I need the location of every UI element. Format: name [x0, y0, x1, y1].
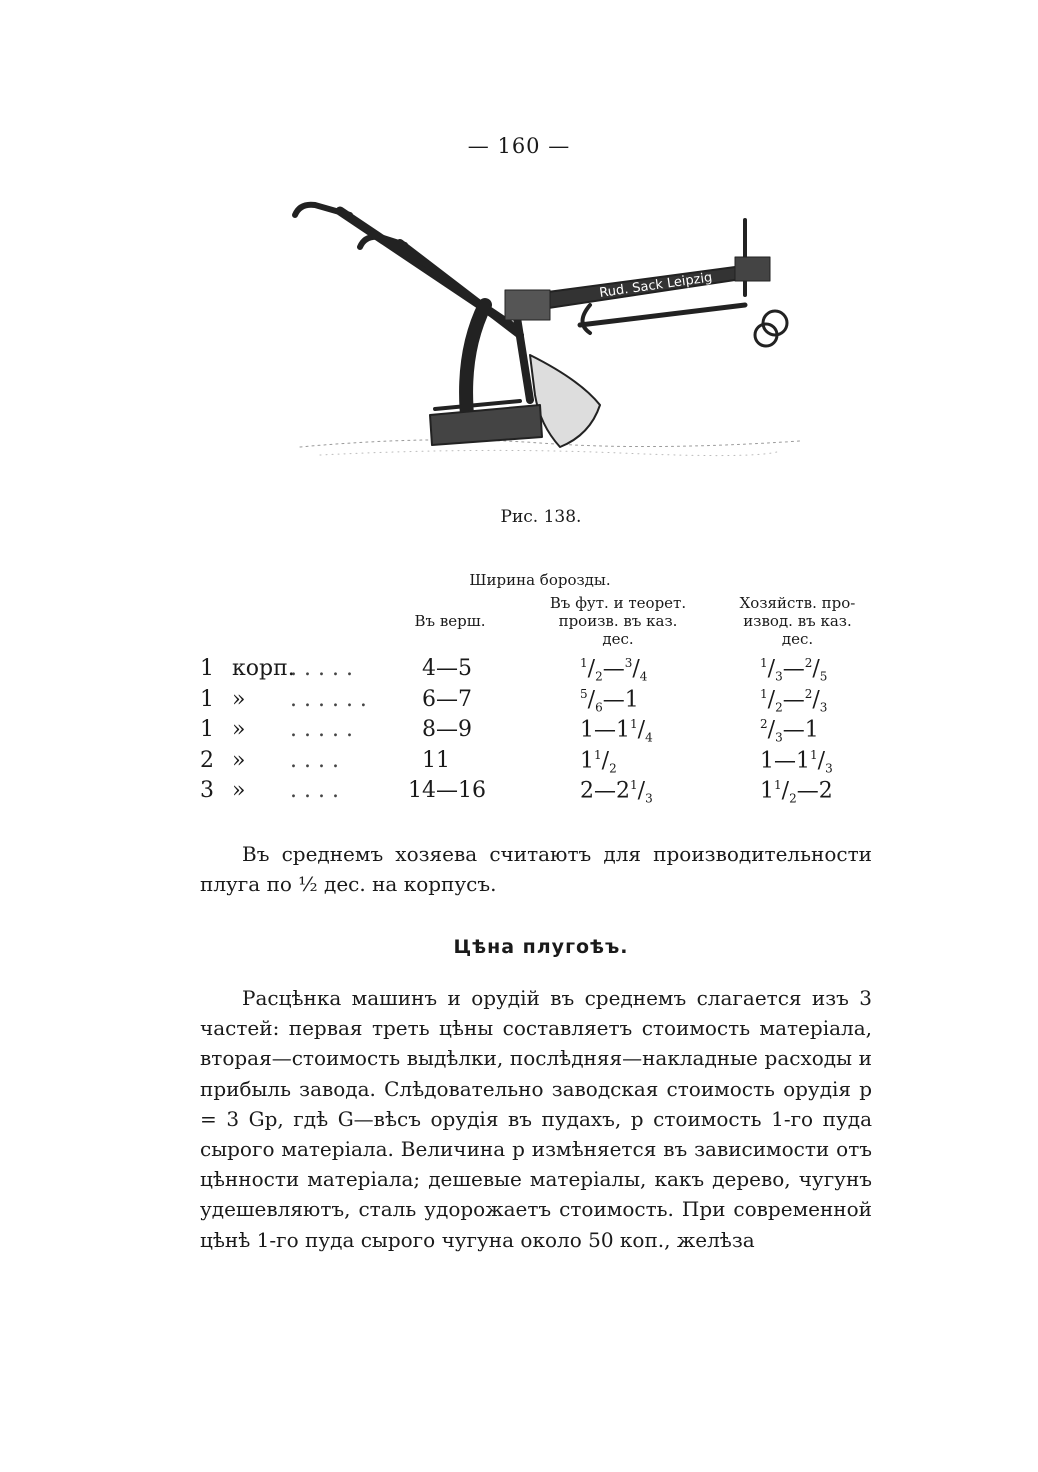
row-dots: . . . . . .	[290, 686, 367, 712]
row-unit: корп.	[232, 656, 295, 681]
row-theoretical: $1—1^1/_4$	[580, 717, 653, 745]
row-number: 1	[200, 656, 214, 681]
row-width: 14—16	[408, 778, 486, 803]
row-practical-num: 1	[760, 686, 768, 701]
row-practical: $1—1^1/_3$	[760, 747, 833, 776]
row-unit: »	[232, 778, 246, 803]
row-theoretical-num2: 3	[624, 656, 633, 670]
row-theoretical-den: 2	[595, 669, 603, 684]
row-dots: . . . .	[290, 778, 339, 803]
row-unit: »	[232, 717, 246, 742]
row-practical-den: 3	[825, 761, 833, 776]
table-col2-header: Въ фут. и теорет. произв. въ каз. дес.	[549, 594, 687, 648]
row-practical-den2: 3	[819, 700, 828, 715]
row-theoretical-num: 1	[580, 656, 588, 670]
row-practical-num: 1	[810, 747, 818, 762]
table-col3-header: Хозяйств. про- извод. въ каз. дес.	[739, 594, 856, 648]
plow-maker-label: Rud. Sack Leipzig	[598, 270, 714, 301]
row-number: 1	[200, 717, 214, 742]
row-practical-den: 3	[775, 669, 783, 684]
row-practical-num2: 2	[804, 656, 813, 670]
row-theoretical-num: 1	[630, 778, 638, 792]
row-dots: . . . . .	[290, 717, 353, 742]
row-theoretical: $2—2^1/_3$	[580, 778, 653, 806]
section-heading: Цѣна плугоѣъ.	[453, 936, 629, 958]
row-width: 4—5	[422, 656, 472, 681]
row-theoretical-num: 1	[630, 717, 638, 731]
row-practical: $^1/_3—^2/_5$	[760, 656, 828, 684]
row-theoretical-den: 4	[645, 730, 653, 745]
row-practical-num: 2	[760, 717, 768, 731]
row-theoretical-num: 5	[580, 686, 588, 701]
row-theoretical-den: 6	[595, 700, 603, 715]
row-practical-num2: 2	[804, 686, 813, 701]
row-theoretical: $^1/_2—^3/_4$	[580, 656, 648, 684]
row-dots: . . . . .	[290, 656, 353, 681]
row-practical-den: 3	[775, 730, 783, 745]
row-unit: »	[232, 747, 246, 773]
page-number: — 160 —	[467, 134, 571, 158]
body-paragraph: Расцѣнка машинъ и орудій въ среднемъ слагается изъ 3 частей: первая треть цѣны составляетъ стоимость матеріала, вторая—стоимость выдѣлки, послѣдняя—накладные расходы и прибыль завода. Слѣдовательно заводская стоимость орудія p = 3 Gp, гдѣ G—вѣсъ орудія въ пудахъ, p стоимость 1-го пуда сырого матеріала. Величина p измѣняется въ зависимости отъ цѣнности матеріала; дешевые матеріалы, какъ дерево, чугунъ удешевляютъ, сталь удорожаетъ стоимость. При современной цѣнѣ 1-го пуда сырого чугуна около 50 коп., желѣза	[200, 986, 872, 1252]
row-practical: $1^1/_2—2$	[760, 778, 833, 806]
row-theoretical-den2: 4	[639, 669, 648, 684]
row-practical: $^2/_3—1$	[760, 717, 819, 745]
row-width: 11	[422, 747, 450, 773]
row-theoretical-num: 1	[594, 747, 602, 762]
row-practical: $^1/_2—^2/_3$	[760, 686, 828, 715]
row-practical-num: 1	[774, 778, 782, 792]
row-unit: »	[232, 686, 246, 712]
row-practical-num: 1	[760, 656, 768, 670]
row-theoretical-den: 3	[645, 791, 653, 806]
table-group-header: Ширина борозды.	[469, 571, 611, 589]
row-practical-den: 2	[789, 791, 797, 806]
row-theoretical: $^5/_6—1$	[580, 686, 639, 715]
row-number: 2	[200, 747, 214, 773]
summary-paragraph: Въ среднемъ хозяева считаютъ для производительности плуга по ½ дес. на корпусъ.	[200, 842, 872, 897]
row-width: 6—7	[422, 686, 472, 712]
row-practical-den2: 5	[819, 669, 828, 684]
figure-caption: Рис. 138.	[500, 507, 582, 527]
row-number: 3	[200, 778, 214, 803]
row-theoretical: $1^1/_2$	[580, 747, 617, 776]
row-width: 8—9	[422, 717, 472, 742]
plow-illustration	[280, 185, 800, 485]
row-practical-den: 2	[775, 700, 783, 715]
row-theoretical-den: 2	[609, 761, 617, 776]
row-number: 1	[200, 686, 214, 712]
row-dots: . . . .	[290, 747, 339, 773]
table-col1-header: Въ верш.	[414, 612, 486, 630]
